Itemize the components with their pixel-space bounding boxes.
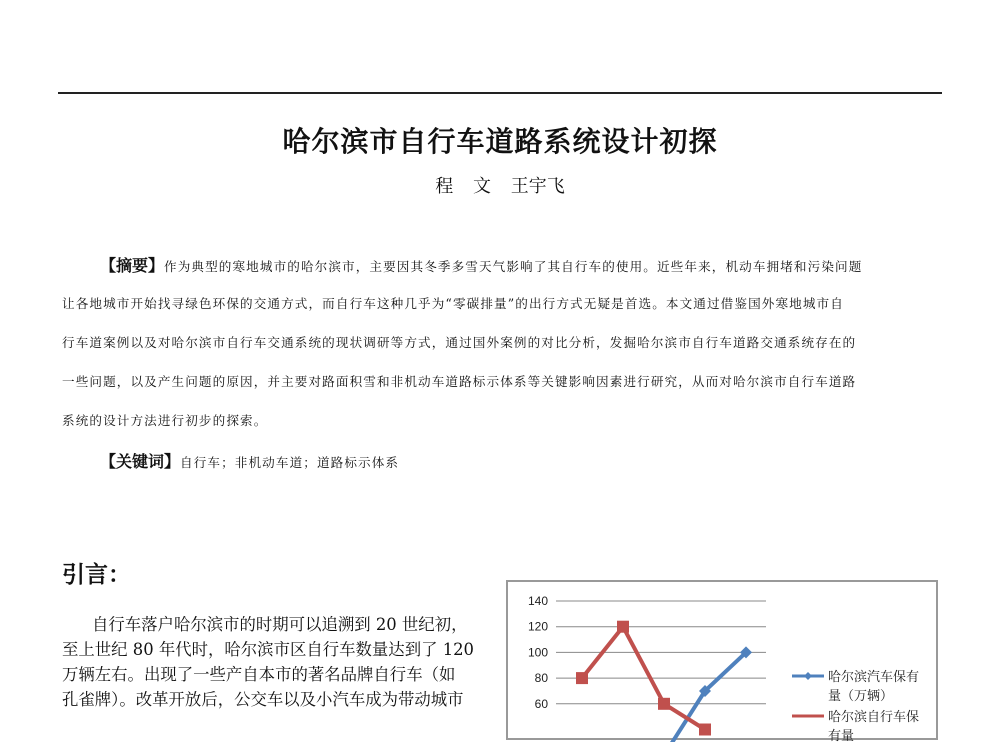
keywords-label: 【关键词】 [100, 452, 181, 471]
legend-label: 哈尔滨自行车保 [828, 710, 920, 725]
intro-line: 孔雀牌）。改革开放后，公交车以及小汽车成为带动城市 [62, 690, 464, 709]
abstract-label: 【摘要】 [100, 256, 165, 275]
abstract-line: 系统的设计方法进行初步的探索。 [62, 413, 268, 428]
abstract-line: 一些问题，以及产生问题的原因，并主要对路面积雪和非机动车道路标示体系等关键影响因素进行研究，从而对哈尔滨市自行车道路 [62, 374, 857, 389]
y-tick-label: 80 [534, 671, 548, 686]
keywords [100, 449, 399, 472]
abstract-text: 作为典型的寒地城市的哈尔滨市，主要因其冬季多雪天气影响了其自行车的使用。近些年来，机动车拥堵和污染问题 [164, 259, 863, 274]
legend-label: 有量 [828, 729, 855, 742]
y-tick-label: 120 [527, 619, 548, 634]
legend-marker [804, 672, 812, 680]
data-point [658, 698, 670, 710]
authors: 程 文 王宇飞 [435, 176, 565, 197]
abstract-line [100, 253, 862, 276]
intro-line: 自行车落户哈尔滨市的时期可以追溯到 20 世纪初， [92, 615, 468, 634]
abstract-line: 行车道案例以及对哈尔滨市自行车交通系统的现状调研等方式，通过国外案例的对比分析，发掘哈尔滨市自行车道路交通系统存在的 [62, 335, 857, 350]
legend-label: 哈尔滨汽车保有 [828, 670, 920, 685]
chart-svg [508, 582, 940, 742]
intro-line: 至上世纪 80 年代时，哈尔滨市区自行车数量达到了 120 [62, 640, 474, 659]
abstract-line: 让各地城市开始找寻绿色环保的交通方式，而自行车这种几乎为“零碳排量”的出行方式无疑是首选。本文通过借鉴国外寒地城市自 [62, 296, 844, 311]
data-point [576, 672, 588, 684]
header-rule [58, 92, 942, 94]
section-heading: 引言： [62, 562, 131, 588]
legend-label: 量（万辆） [828, 689, 894, 704]
keywords-text: 自行车；非机动车道；道路标示体系 [180, 455, 400, 470]
y-tick-label: 100 [527, 645, 548, 660]
data-point [699, 724, 711, 736]
y-tick-label: 140 [527, 594, 548, 608]
line-chart [506, 580, 938, 740]
y-tick-label: 60 [534, 696, 548, 711]
page-title: 哈尔滨市自行车道路系统设计初探 [282, 125, 718, 158]
data-point [617, 621, 629, 633]
intro-line: 万辆左右。出现了一些产自本市的著名品牌自行车（如 [62, 665, 456, 684]
